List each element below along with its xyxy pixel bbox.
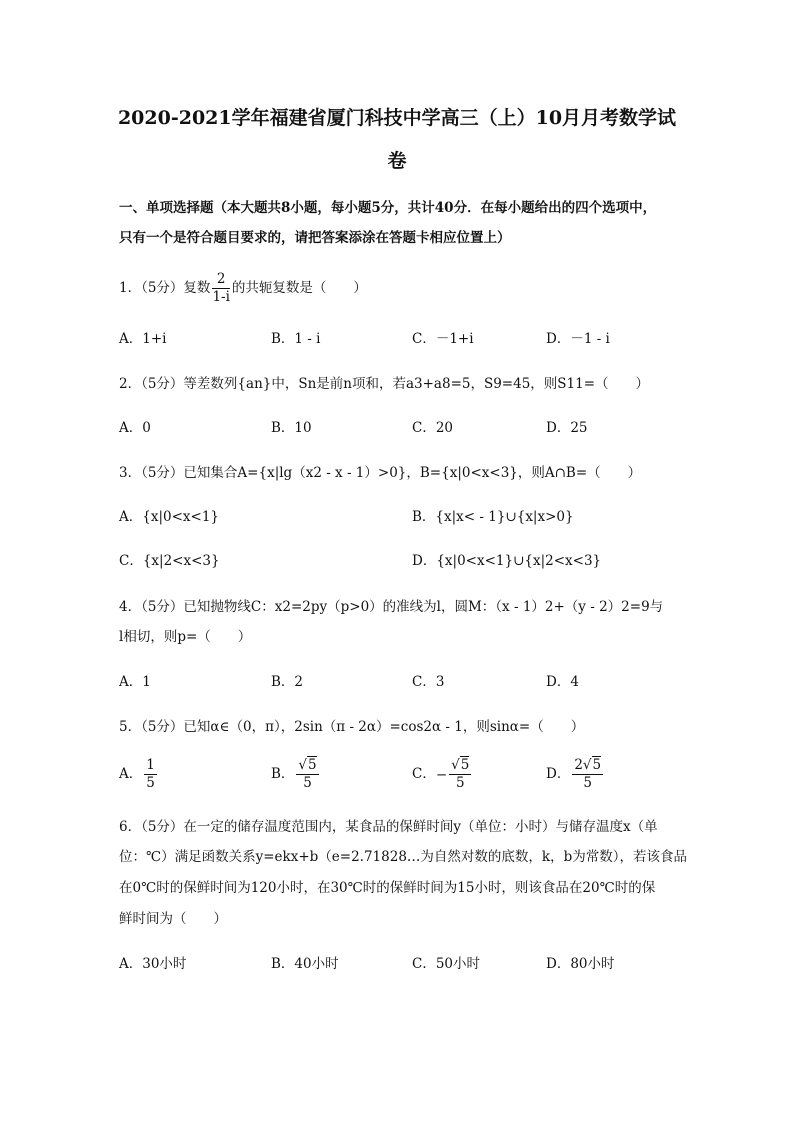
q5-option-b-radicand: 5 bbox=[308, 757, 317, 773]
q5-option-a bbox=[119, 757, 159, 792]
q5-option-d-fraction bbox=[572, 757, 603, 792]
q1-option-c: C．－1+i bbox=[412, 331, 474, 347]
q1-fraction-numerator: 2 bbox=[212, 271, 229, 289]
q5-option-c bbox=[412, 757, 473, 792]
q5-option-a-letter: A． bbox=[119, 766, 143, 782]
q5-option-d-denominator: 5 bbox=[583, 775, 593, 791]
q1-suffix: 的共轭复数是（ ） bbox=[231, 280, 367, 296]
q1-fraction-denominator: 1-i bbox=[212, 289, 230, 305]
q4-option-a: A．1 bbox=[119, 674, 151, 690]
q6-option-a: A．30小时 bbox=[119, 956, 187, 972]
q4-option-d: D．4 bbox=[546, 674, 579, 690]
q6-option-d: D．80小时 bbox=[546, 956, 615, 972]
q5-option-d bbox=[546, 757, 605, 792]
q5-option-b-letter: B． bbox=[271, 766, 295, 782]
q5-option-d-numerator: 2√5 bbox=[574, 757, 602, 773]
q2-option-d: D．25 bbox=[546, 420, 588, 436]
q3-option-a: A．{x|0<x<1} bbox=[119, 509, 220, 525]
q5-option-b bbox=[271, 757, 321, 792]
section-heading-line1: 一、单项选择题（本大题共8小题，每小题5分，共计40分．在每小题给出的四个选项中， bbox=[119, 200, 657, 216]
question-2: 2．（5分）等差数列{an}中，Sn是前n项和，若a3+a8=5，S9=45，则S11=（ ） bbox=[119, 376, 650, 392]
q5-option-c-numerator: √5 bbox=[451, 757, 470, 773]
question-6-line3: 在0℃时的保鲜时间为120小时，在30℃时的保鲜时间为15小时，则该食品在20℃时的保 bbox=[119, 880, 656, 896]
section-heading-line2: 只有一个是符合题目要求的，请把答案添涂在答题卡相应位置上） bbox=[119, 230, 511, 246]
q5-option-b-fraction bbox=[296, 757, 318, 792]
q1-option-a: A．1+i bbox=[119, 331, 167, 347]
q5-option-c-fraction bbox=[449, 757, 471, 792]
q2-option-b: B．10 bbox=[271, 420, 312, 436]
question-3: 3．（5分）已知集合A={x|lg（x2 - x - 1）>0}，B={x|0<x<3}，则A∩B=（ ） bbox=[119, 465, 642, 481]
q5-option-d-letter: D． bbox=[546, 766, 571, 782]
q5-option-b-denominator: 5 bbox=[303, 775, 312, 791]
question-6-line2: 位：℃）满足函数关系y=ekx+b（e=2.71828…为自然对数的底数，k，b为常数），若该食品 bbox=[119, 849, 687, 865]
q5-option-b-numerator: √5 bbox=[298, 757, 317, 773]
question-4-line1: 4．（5分）已知抛物线C：x2=2py（p>0）的准线为l，圆M：（x - 1）2+（y - 2）2=9与 bbox=[119, 599, 664, 615]
q5-option-d-radicand: 5 bbox=[592, 757, 602, 773]
q4-option-b: B．2 bbox=[271, 674, 304, 690]
q5-option-d-coefficient: 2 bbox=[574, 757, 583, 773]
question-6-line4: 鲜时间为（ ） bbox=[119, 911, 227, 927]
q5-option-c-letter: C． bbox=[412, 766, 436, 782]
q1-option-b: B．1 - i bbox=[271, 331, 321, 347]
exam-title-line1: 2020-2021学年福建省厦门科技中学高三（上）10月月考数学试 bbox=[117, 107, 677, 129]
exam-title-line2: 卷 bbox=[387, 150, 407, 172]
question-1 bbox=[119, 270, 679, 306]
q2-option-a: A．0 bbox=[119, 420, 151, 436]
q1-prefix: 1．（5分）复数 bbox=[119, 280, 211, 296]
q3-option-d: D．{x|0<x<1}∪{x|2<x<3} bbox=[412, 553, 602, 569]
q1-option-d: D．－1 - i bbox=[546, 331, 610, 347]
question-4-line2: l相切，则p=（ ） bbox=[119, 629, 252, 645]
q6-option-b: B．40小时 bbox=[271, 956, 339, 972]
q5-option-c-denominator: 5 bbox=[455, 775, 465, 791]
q5-option-c-sign: − bbox=[435, 766, 448, 783]
q2-option-c: C．20 bbox=[412, 420, 454, 436]
q5-option-a-numerator: 1 bbox=[146, 757, 155, 773]
q3-option-c: C．{x|2<x<3} bbox=[119, 553, 220, 569]
q5-option-a-denominator: 5 bbox=[146, 775, 155, 791]
question-6-line1: 6．（5分）在一定的储存温度范围内，某食品的保鲜时间y（单位：小时）与储存温度x（单 bbox=[119, 819, 658, 835]
q5-option-a-fraction bbox=[144, 757, 157, 792]
q3-option-b: B．{x|x< - 1}∪{x|x>0} bbox=[412, 509, 574, 525]
question-5: 5．（5分）已知α∈（0，π），2sin（π - 2α）=cos2α - 1，则sinα=（ ） bbox=[119, 719, 585, 735]
q4-option-c: C．3 bbox=[412, 674, 445, 690]
q1-fraction bbox=[212, 271, 229, 306]
q6-option-c: C．50小时 bbox=[412, 956, 481, 972]
q5-option-c-radicand: 5 bbox=[460, 757, 470, 773]
